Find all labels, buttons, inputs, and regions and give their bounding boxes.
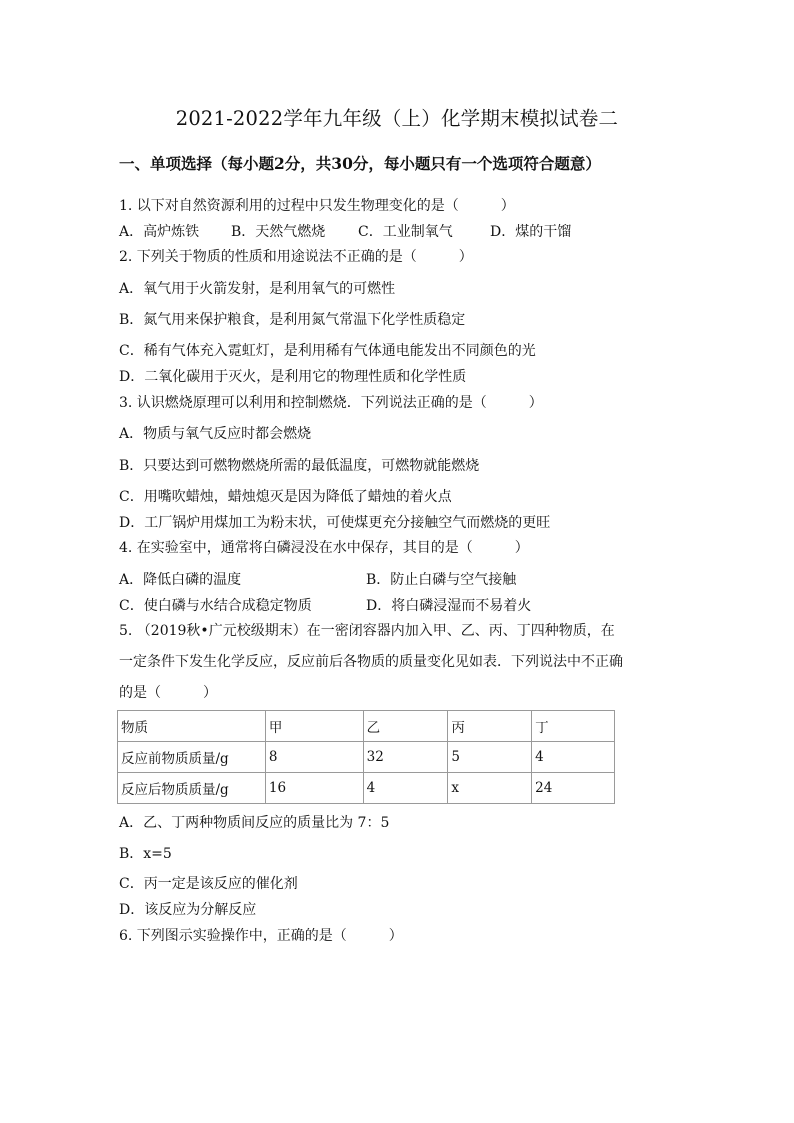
question-3-option-d: D．工厂锅炉用煤加工为粉末状，可使煤更充分接触空气而燃烧的更旺 bbox=[119, 515, 551, 531]
table-cell: 丙 bbox=[448, 711, 532, 742]
section-heading: 一、单项选择（每小题2分，共30分，每小题只有一个选项符合题意） bbox=[119, 154, 601, 173]
table-row bbox=[118, 742, 615, 773]
table-cell: 5 bbox=[448, 742, 532, 773]
question-3-option-c: C．用嘴吹蜡烛，蜡烛熄灭是因为降低了蜡烛的着火点 bbox=[119, 489, 452, 505]
table-cell: 4 bbox=[363, 773, 448, 804]
table-cell: 24 bbox=[532, 773, 615, 804]
question-5-stem-line-2: 一定条件下发生化学反应，反应前后各物质的质量变化见如表．下列说法中不正确 bbox=[119, 654, 623, 670]
table-cell: 反应后物质质量/g bbox=[118, 773, 266, 804]
mass-change-table bbox=[117, 710, 615, 804]
question-2-stem: 2. 下列关于物质的性质和用途说法不正确的是（ ） bbox=[119, 249, 473, 265]
question-5-option-a: A．乙、丁两种物质间反应的质量比为 7：5 bbox=[119, 815, 390, 831]
table-row bbox=[118, 773, 615, 804]
question-4-option-b: B．防止白磷与空气接触 bbox=[366, 572, 517, 588]
question-5-option-b: B．x=5 bbox=[119, 846, 172, 862]
question-4-stem: 4. 在实验室中，通常将白磷浸没在水中保存，其目的是（ ） bbox=[119, 540, 529, 556]
question-2-option-d: D．二氧化碳用于灭火，是利用它的物理性质和化学性质 bbox=[119, 369, 467, 385]
question-1-option-c: C．工业制氧气 bbox=[358, 224, 453, 240]
table-cell: 乙 bbox=[363, 711, 448, 742]
table-cell: 16 bbox=[265, 773, 363, 804]
question-3-option-a: A．物质与氧气反应时都会燃烧 bbox=[119, 426, 312, 442]
question-1-option-b: B．天然气燃烧 bbox=[231, 224, 326, 240]
question-4-option-a: A．降低白磷的温度 bbox=[119, 572, 242, 588]
question-5-stem-line-3: 的是（ ） bbox=[119, 685, 217, 701]
exam-title: 2021-2022学年九年级（上）化学期末模拟试卷二 bbox=[175, 107, 619, 130]
question-2-option-c: C．稀有气体充入霓虹灯，是利用稀有气体通电能发出不同颜色的光 bbox=[119, 343, 536, 359]
table-cell: 8 bbox=[265, 742, 363, 773]
question-3-option-b: B．只要达到可燃物燃烧所需的最低温度，可燃物就能燃烧 bbox=[119, 458, 480, 474]
question-1-option-d: D．煤的干馏 bbox=[490, 224, 572, 240]
question-2-option-b: B．氮气用来保护粮食，是利用氮气常温下化学性质稳定 bbox=[119, 312, 466, 328]
question-4-option-c: C．使白磷与水结合成稳定物质 bbox=[119, 598, 312, 614]
table-cell: 物质 bbox=[118, 711, 266, 742]
question-5-option-d: D．该反应为分解反应 bbox=[119, 902, 257, 918]
table-cell: 32 bbox=[363, 742, 448, 773]
question-1-option-a: A．高炉炼铁 bbox=[119, 224, 200, 240]
question-6-stem: 6. 下列图示实验操作中，正确的是（ ） bbox=[119, 928, 403, 944]
question-1-stem: 1. 以下对自然资源利用的过程中只发生物理变化的是（ ） bbox=[119, 198, 515, 214]
table-header-row bbox=[118, 711, 615, 742]
question-2-option-a: A．氧气用于火箭发射，是利用氧气的可燃性 bbox=[119, 281, 396, 297]
table-cell: 甲 bbox=[265, 711, 363, 742]
table-cell: 丁 bbox=[532, 711, 615, 742]
table-cell: 4 bbox=[532, 742, 615, 773]
question-5-option-c: C．丙一定是该反应的催化剂 bbox=[119, 876, 298, 892]
question-3-stem: 3. 认识燃烧原理可以利用和控制燃烧．下列说法正确的是（ ） bbox=[119, 395, 543, 411]
table-cell: 反应前物质质量/g bbox=[118, 742, 266, 773]
question-5-stem-line-1: 5. （2019秋•广元校级期末）在一密闭容器内加入甲、乙、丙、丁四种物质，在 bbox=[119, 623, 615, 639]
question-4-option-d: D．将白磷浸湿而不易着火 bbox=[366, 598, 532, 614]
table-cell: x bbox=[448, 773, 532, 804]
